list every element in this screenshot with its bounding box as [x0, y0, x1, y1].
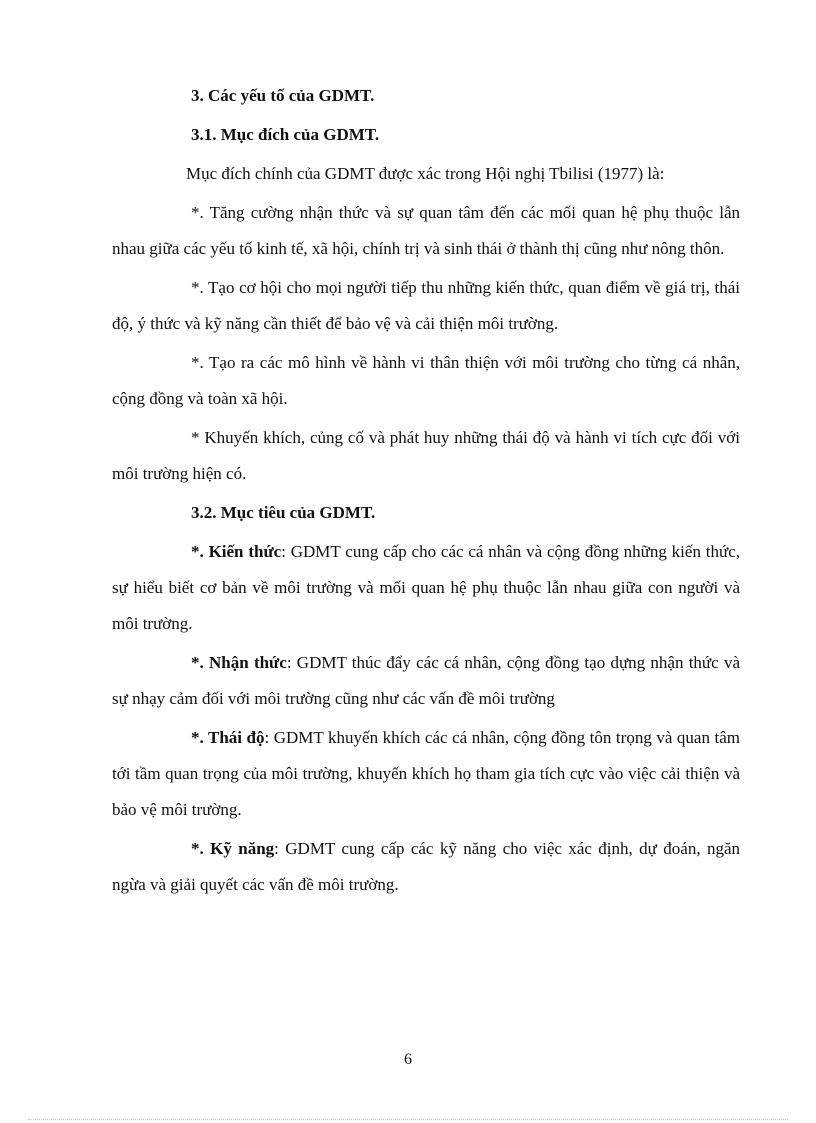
- purpose-item-4: * Khuyến khích, củng cố và phát huy những thái độ và hành vi tích cực đối với môi trường hiện có.: [112, 428, 740, 483]
- section-3-heading: 3. Các yếu tố của GDMT.: [191, 86, 375, 105]
- objective-skills: [112, 831, 740, 903]
- purpose-item-3: *. Tạo ra các mô hình về hành vi thân thiện với môi trường cho từng cá nhân, cộng đồng và toàn xã hội.: [112, 353, 740, 408]
- objective-knowledge: [112, 534, 740, 642]
- purpose-item-1: *. Tăng cường nhận thức và sự quan tâm đến các mối quan hệ phụ thuộc lẫn nhau giữa các yếu tố kinh tế, xã hội, chính trị và sinh thái ở thành thị cũng như nông thôn.: [112, 203, 740, 258]
- objective-awareness-text: : GDMT thúc đẩy các cá nhân, cộng đồng tạo dựng nhận thức và sự nhạy cảm đối với môi trường cũng như các vấn đề môi trường: [112, 653, 740, 708]
- section-3-1-heading: 3.1. Mục đích của GDMT.: [191, 125, 380, 144]
- objective-awareness-label: *. Nhận thức: [191, 653, 287, 672]
- objective-attitude: [112, 720, 740, 828]
- objective-attitude-label: *. Thái độ: [191, 728, 265, 747]
- objective-skills-text: : GDMT cung cấp các kỹ năng cho việc xác định, dự đoán, ngăn ngừa và giải quyết các vấn đề môi trường.: [112, 839, 741, 894]
- objective-attitude-text: : GDMT khuyến khích các cá nhân, cộng đồng tôn trọng và quan tâm tới tầm quan trọng của môi trường, khuyến khích họ tham gia tích cực vào việc cải thiện và bảo vệ môi trường.: [112, 728, 741, 819]
- section-3-1-intro: Mục đích chính của GDMT được xác trong Hội nghị Tbilisi (1977) là:: [186, 164, 665, 183]
- document-body: [112, 78, 740, 903]
- section-3-2-heading: 3.2. Mục tiêu của GDMT.: [191, 503, 376, 522]
- page-bottom-divider: [28, 1119, 788, 1120]
- objective-knowledge-label: *. Kiến thức: [191, 542, 282, 561]
- objective-awareness: [112, 645, 740, 717]
- objective-skills-label: *. Kỹ năng: [191, 839, 275, 858]
- purpose-item-2: *. Tạo cơ hội cho mọi người tiếp thu những kiến thức, quan điểm về giá trị, thái độ, ý thức và kỹ năng cần thiết để bảo vệ và cải thiện môi trường.: [112, 278, 740, 333]
- page-number: 6: [404, 1051, 412, 1068]
- objective-knowledge-text: : GDMT cung cấp cho các cá nhân và cộng đồng những kiến thức, sự hiểu biết cơ bản về môi trường và mối quan hệ phụ thuộc lẫn nhau giữa con người và môi trường.: [112, 542, 740, 633]
